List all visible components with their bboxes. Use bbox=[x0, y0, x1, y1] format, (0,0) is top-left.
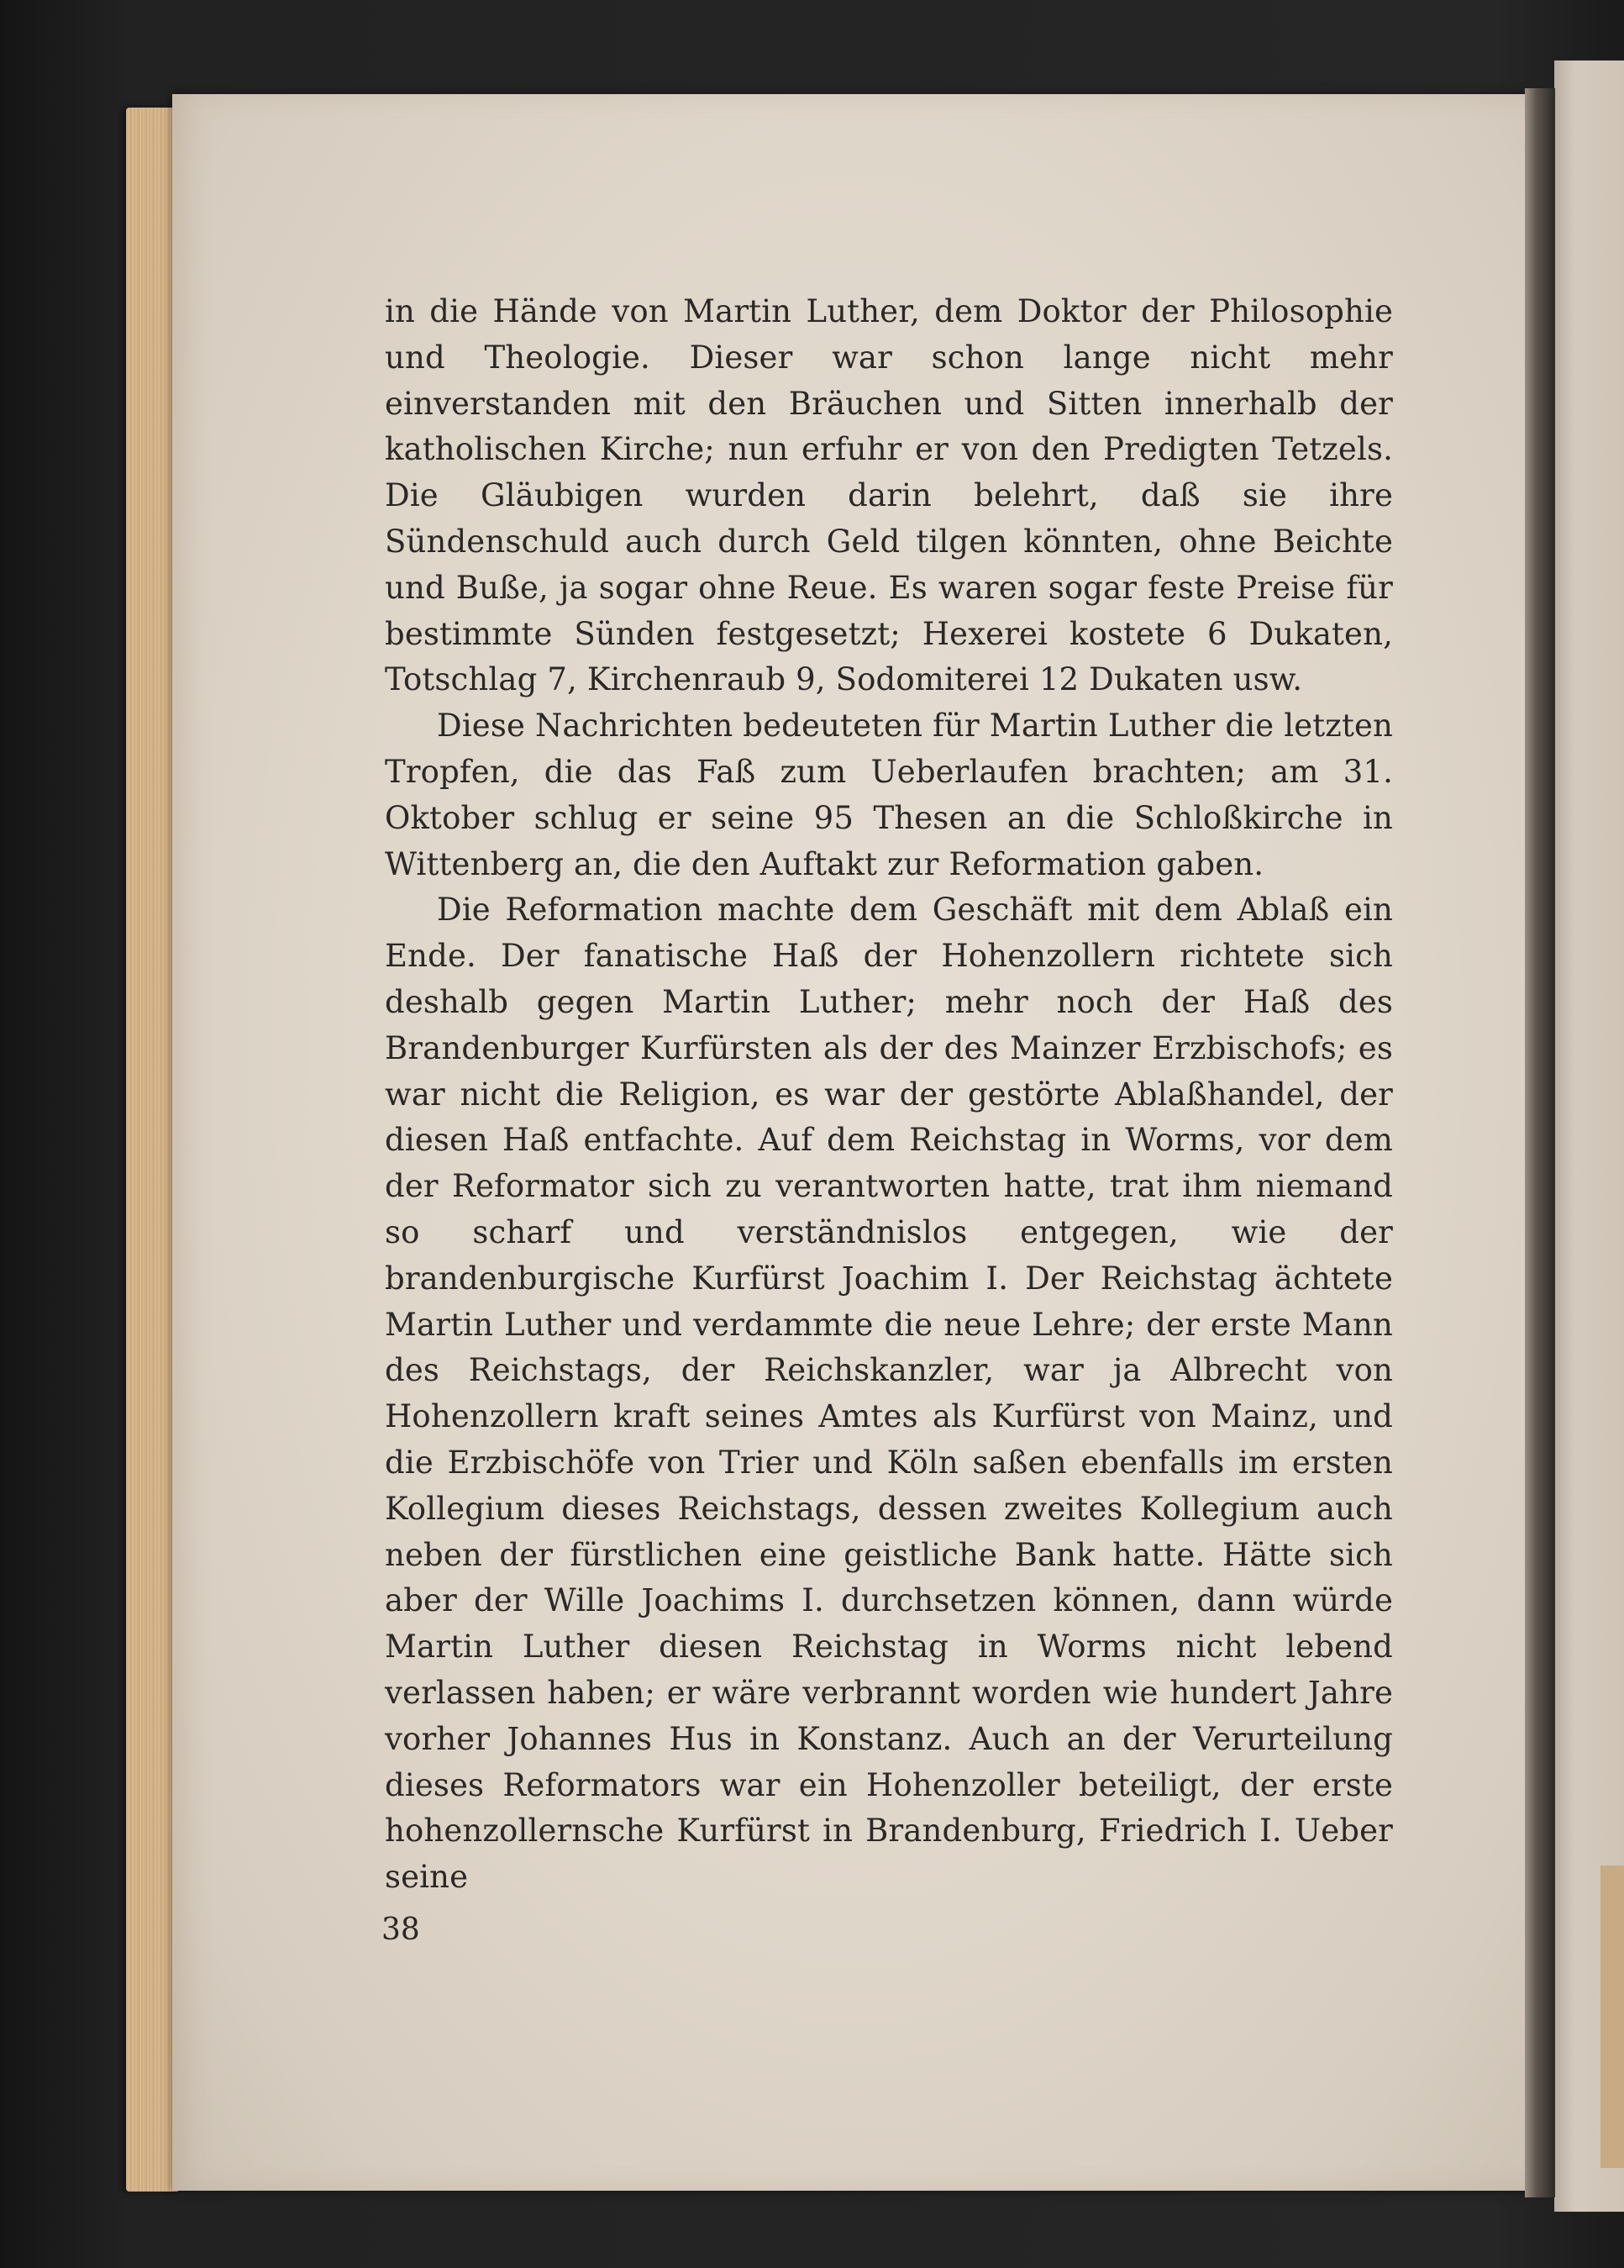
paragraph-3: Die Reformation machte dem Geschäft mit dem Ablaß ein Ende. Der fanatische Haß der Hohenzollern richtete sich deshalb gegen Martin Luther; mehr noch der Haß des Brandenburger Kurfürsten als der des Mainzer Erzbischofs; es war nicht die Religion, es war der gestörte Ablaßhandel, der diesen Haß entfachte. Auf dem Reichstag in Worms, vor dem der Reformator sich zu verantworten hatte, trat ihm niemand so scharf und verständnislos entgegen, wie der brandenburgische Kurfürst Joachim I. Der Reichstag ächtete Martin Luther und verdammte die neue Lehre; der erste Mann des Reichstags, der Reichskanzler, war ja Albrecht von Hohenzollern kraft seines Amtes als Kurfürst von Mainz, und die Erzbischöfe von Trier und Köln saßen ebenfalls im ersten Kollegium dieses Reichstags, dessen zweites Kollegium auch neben der fürstlichen eine geistliche Bank hatte. Hätte sich aber der Wille Joachims I. durchsetzen können, dann würde Martin Luther diesen Reichstag in Worms nicht lebend verlassen haben; er wäre verbrannt worden wie hundert Jahre vorher Johannes Hus in Konstanz. Auch an der Verurteilung dieses Reformators war ein Hohenzoller beteiligt, der erste hohenzollernsche Kurfürst in Brandenburg, Friedrich I. Ueber seine bbox=[385, 892, 1393, 1896]
book-gutter bbox=[1525, 88, 1555, 2197]
page-text-block bbox=[385, 289, 1393, 1901]
facing-page-edge bbox=[1600, 1865, 1624, 2168]
page-stack-edge bbox=[126, 108, 178, 2192]
page-number: 38 bbox=[381, 1913, 420, 1947]
paragraph-2: Diese Nachrichten bedeuteten für Martin Luther die letzten Tropfen, die das Faß zum Ueberlaufen brachten; am 31. Oktober schlug er seine 95 Thesen an die Schloßkirche in Wittenberg an, die den Auftakt zur Reformation gaben. bbox=[385, 708, 1393, 882]
paragraph-1: in die Hände von Martin Luther, dem Doktor der Philosophie und Theologie. Dieser war schon lange nicht mehr einverstanden mit den Bräuchen und Sitten innerhalb der katholischen Kirche; nun erfuhr er von den Predigten Tetzels. Die Gläubigen wurden darin belehrt, daß sie ihre Sündenschuld auch durch Geld tilgen könnten, ohne Beichte und Buße, ja sogar ohne Reue. Es waren sogar feste Preise für bestimmte Sünden festgesetzt; Hexerei kostete 6 Dukaten, Totschlag 7, Kirchenraub 9, Sodomiterei 12 Dukaten usw. bbox=[385, 293, 1393, 698]
